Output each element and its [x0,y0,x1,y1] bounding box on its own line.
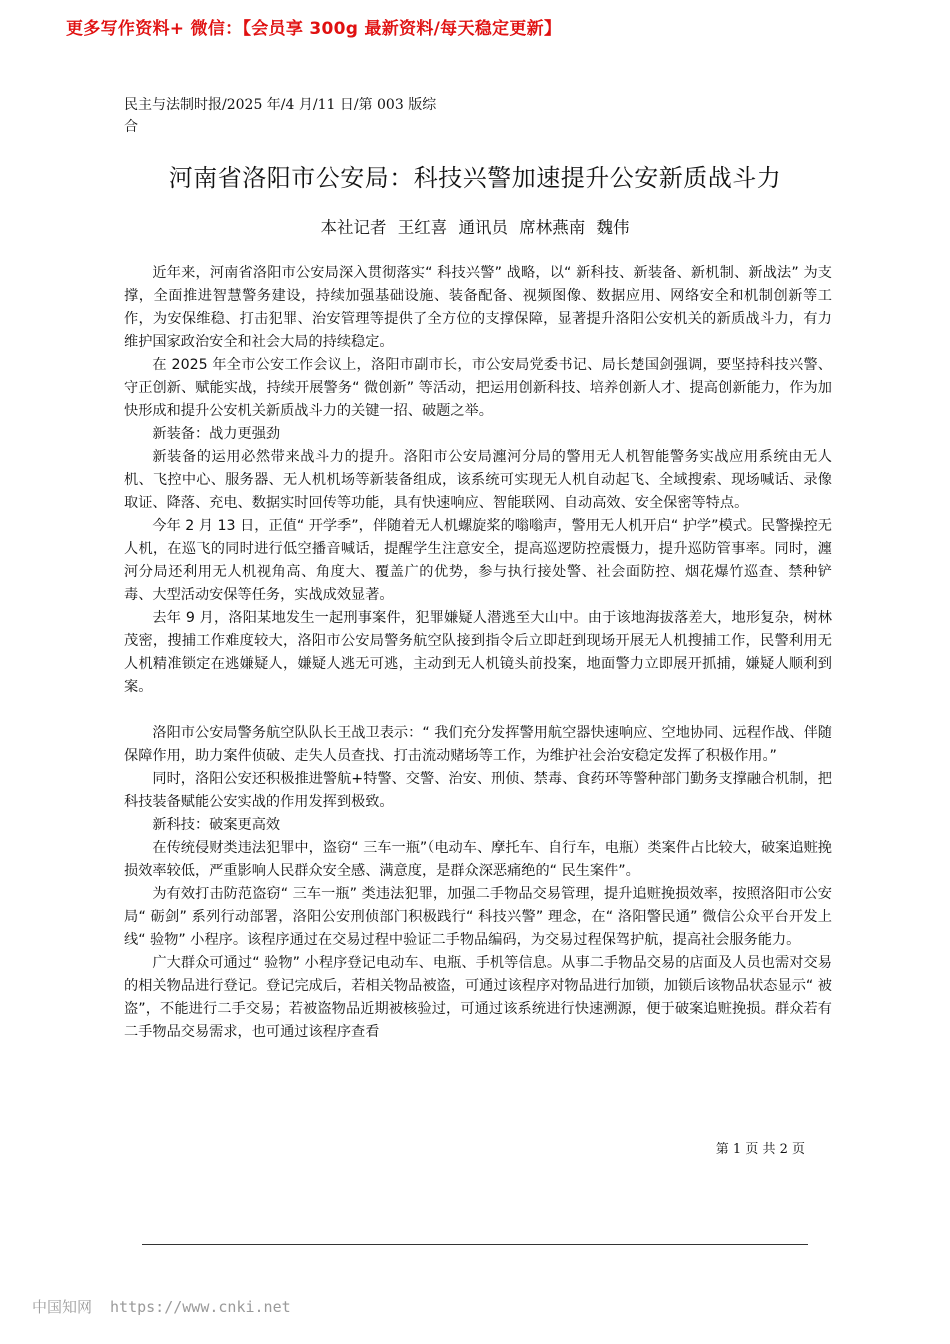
paragraph: 为有效打击防范盗窃“ 三车一瓶” 类违法犯罪，加强二手物品交易管理，提升追赃挽损效率，按照洛阳市公安局“ 砺剑” 系列行动部署，洛阳公安刑侦部门积极践行“ 科技兴警” 理念，在“ 洛阳警民通” 微信公众平台开发上线“ 验物” 小程序。该程序通过在交易过程中验证二手物品编码，为交易过程保驾护航，提高社会服务能力。 [124,886,832,948]
paragraph: 在 2025 年全市公安工作会议上，洛阳市副市长，市公安局党委书记、局长楚国剑强调，要坚持科技兴警、守正创新、赋能实战，持续开展警务“ 微创新” 等活动，把运用创新科技、培养创新人才、提高创新能力，作为加快形成和提升公安机关新质战斗力的关键一招、破题之举。 [124,357,832,419]
article-byline: 本社记者 王红喜 通讯员 席林燕南 魏伟 [320,218,630,237]
paragraph: 在传统侵财类违法犯罪中，盗窃“ 三车一瓶”（电动车、摩托车、自行车，电瓶）类案件占比较大，破案追赃挽损效率较低，严重影响人民群众安全感、满意度，是群众深恶痛绝的“ 民生案件”。 [124,840,832,879]
section-heading: 新装备：战力更强劲 [152,426,281,442]
promo-banner: 更多写作资料+ 微信：【会员享 300g 最新资料/每天稳定更新】 [66,19,562,39]
paragraph: 新装备的运用必然带来战斗力的提升。洛阳市公安局瀍河分局的警用无人机智能警务实战应用系统由无人机、飞控中心、服务器、无人机机场等新装备组成，该系统可实现无人机自动起飞、全域搜索、现场喊话、录像取证、降落、充电、数据实时回传等功能，具有快速响应、智能联网、自动高效、安全保密等特点。 [124,449,832,511]
paragraph: 近年来，河南省洛阳市公安局深入贯彻落实“ 科技兴警” 战略，以“ 新科技、新装备、新机制、新战法” 为支撑，全面推进智慧警务建设，持续加强基础设施、装备配备、视频图像、数据应用、网络安全和机制创新等工作，为安保维稳、打击犯罪、治安管理等提供了全方位的支撑保障，显著提升洛阳公安机关的新质战斗力，有力维护国家政治安全和社会大局的持续稳定。 [124,265,832,350]
article-title: 河南省洛阳市公安局：科技兴警加速提升公安新质战斗力 [168,164,782,192]
footer [32,1296,291,1317]
paragraph: 同时，洛阳公安还积极推进警航+特警、交警、治安、刑侦、禁毒、食药环等警种部门勤务支撑融合机制，把科技装备赋能公安实战的作用发挥到极致。 [124,771,832,810]
page-number: 第 1 页 共 2 页 [715,1142,805,1157]
section-heading: 新科技：破案更高效 [152,817,281,833]
paragraph: 去年 9 月，洛阳某地发生一起刑事案件，犯罪嫌疑人潜逃至大山中。由于该地海拔落差大，地形复杂，树林茂密，搜捕工作难度较大，洛阳市公安局警务航空队接到指令后立即赶到现场开展无人机搜捕工作，民警利用无人机精准锁定在逃嫌疑人，嫌疑人逃无可逃，主动到无人机镜头前投案，地面警力立即展开抓捕，嫌疑人顺利到案。 [124,610,832,695]
footer-url-link[interactable]: https://www.cnki.net [110,1298,291,1316]
paragraph: 广大群众可通过“ 验物” 小程序登记电动车、电瓶、手机等信息。从事二手物品交易的店面及人员也需对交易的相关物品进行登记。登记完成后，若相关物品被盗，可通过该程序对物品进行加锁，加锁后该物品状态显示“ 被盗”，不能进行二手交易；若被盗物品近期被核验过，可通过该系统进行快速溯源，便于破案追赃挽损。群众若有二手物品交易需求，也可通过该程序查看 [124,955,832,1040]
footer-site-name: 中国知网 [32,1298,93,1316]
article-body [124,262,832,1044]
publication-source: 民主与法制时报/2025 年/4 月/11 日/第 003 版综合 [124,97,437,135]
paragraph: 今年 2 月 13 日，正值“ 开学季”，伴随着无人机螺旋桨的嗡嗡声，警用无人机开启“ 护学”模式。民警操控无人机，在巡飞的同时进行低空播音喊话，提醒学生注意安全，提高巡逻防控震慑力，提升巡防管事率。同时，瀍河分局还利用无人机视角高、角度大、覆盖广的优势，参与执行接处警、社会面防控、烟花爆竹巡查、禁种铲毒、大型活动安保等任务，实战成效显著。 [124,518,832,603]
footer-divider [142,1244,808,1245]
paragraph: 洛阳市公安局警务航空队队长王战卫表示：“ 我们充分发挥警用航空器快速响应、空地协同、远程作战、伴随保障作用，助力案件侦破、走失人员查找、打击流动赌场等工作，为维护社会治安稳定发挥了积极作用。” [124,725,832,764]
